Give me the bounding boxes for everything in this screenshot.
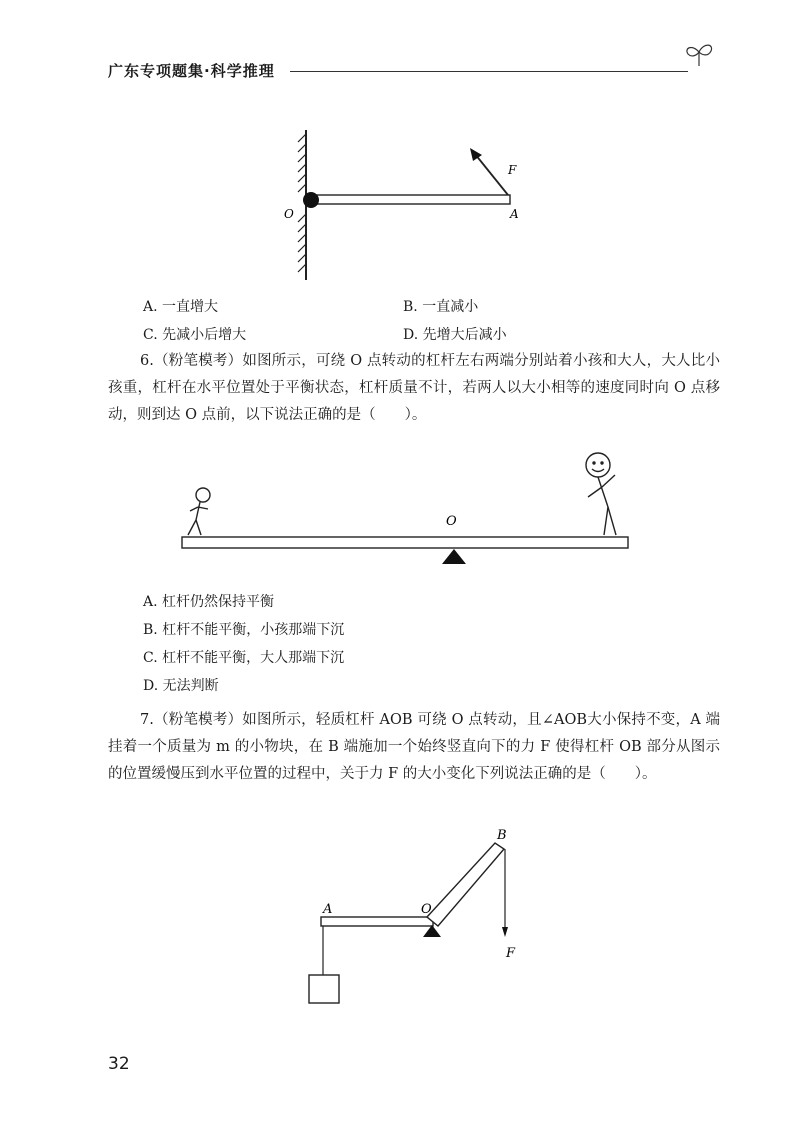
label-F: F: [506, 946, 516, 961]
header-rule: [290, 71, 688, 72]
label-B: B: [497, 828, 507, 843]
seesaw-fulcrum: [442, 549, 466, 564]
figure-bent-lever: [295, 825, 535, 1010]
q5-option-c: C. 先减小后增大: [143, 327, 247, 343]
q6-option-a: A. 杠杆仍然保持平衡: [143, 594, 275, 610]
q6-option-b: B. 杠杆不能平衡，小孩那端下沉: [143, 622, 345, 638]
q6-stem: 6.（粉笔模考）如图所示，可绕 O 点转动的杠杆左右两端分别站着小孩和大人，大人比小孩重，杠杆在水平位置处于平衡状态，杠杆质量不计，若两人以大小相等的速度同时向 O 点移动，则到达 O 点前，以下说法正确的是（ ）。: [108, 353, 720, 423]
figure-seesaw: [170, 445, 640, 570]
label-A: A: [510, 207, 519, 221]
q5-option-a: A. 一直增大: [143, 299, 219, 315]
label-O: O: [284, 207, 294, 221]
force-F-line: [475, 154, 508, 195]
label-A: A: [323, 902, 333, 917]
q6-option-d: D. 无法判断: [143, 678, 219, 694]
label-O: O: [421, 902, 432, 917]
q7-stem: 7.（粉笔模考）如图所示，轻质杠杆 AOB 可绕 O 点转动，且∠AOB大小保持不变，A 端挂着一个质量为 m 的小物块，在 B 端施加一个始终竖直向下的力 F 使得杠杆 OB 部分从图示的位置缓慢压到水平位置的过程中，关于力 F 的大小变化下列说法正确的是（ ）。: [108, 712, 720, 782]
seesaw-label-O: O: [446, 514, 457, 529]
lever-arm-OB: [427, 843, 504, 926]
sprout-icon: [682, 38, 716, 68]
pivot-O: [303, 192, 319, 208]
pivot-fulcrum: [423, 925, 441, 937]
adult-figure: [586, 453, 616, 535]
label-F: F: [508, 163, 517, 177]
q6-option-c: C. 杠杆不能平衡，大人那端下沉: [143, 650, 345, 666]
lever-rod: [310, 195, 510, 204]
seesaw-plank: [182, 537, 628, 548]
force-F-arrowhead: [502, 927, 508, 937]
header-title: 广东专项题集·科学推理: [108, 62, 275, 80]
figure-lever-wall: [270, 120, 550, 290]
q5-option-b: B. 一直减小: [403, 299, 479, 315]
hanging-mass: [309, 975, 339, 1003]
child-figure: [188, 488, 210, 535]
page-number: 32: [108, 1054, 130, 1074]
lever-arm-AO: [321, 917, 433, 926]
q5-option-d: D. 先增大后减小: [403, 327, 507, 343]
